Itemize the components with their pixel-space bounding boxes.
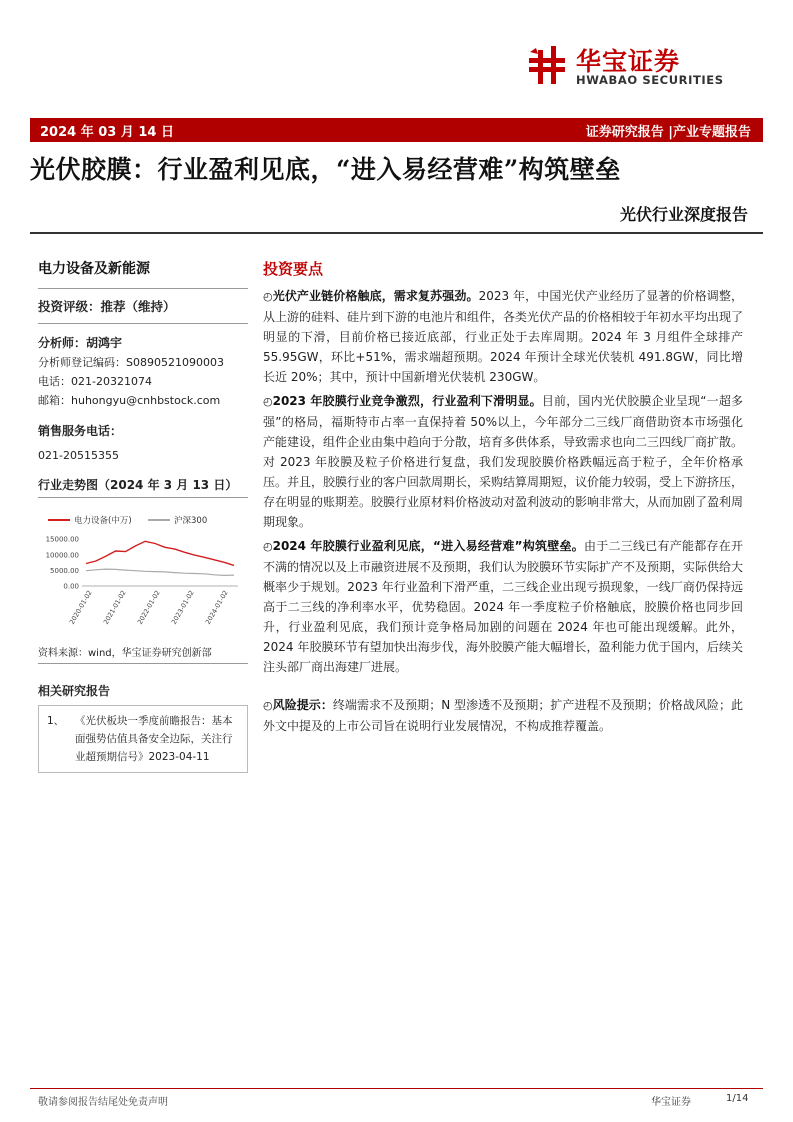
sales-label: 销售服务电话： — [38, 424, 123, 438]
trend-chart-label: 行业走势图（2024 年 3 月 13 日） — [38, 478, 238, 492]
chart-source: 资料来源：wind，华宝证券研究创新部 — [38, 648, 212, 659]
risk-warning-lead: 风险提示： — [272, 698, 333, 712]
x-tick-label: 2024-01-02 — [203, 589, 230, 626]
risk-warning-paragraph — [263, 695, 743, 736]
sidebar — [38, 258, 248, 773]
divider — [38, 323, 248, 324]
report-date: 2024 年 03 月 14 日 — [40, 125, 174, 140]
main-content — [263, 258, 743, 736]
report-type: 证券研究报告 |产业专题报告 — [585, 125, 751, 140]
divider — [38, 288, 248, 289]
footer-firm: 华宝证券 — [651, 1097, 691, 1108]
bullet-clock-icon: ◴ — [263, 540, 273, 553]
related-report-item[interactable] — [38, 705, 248, 773]
series-line-power-equipment — [86, 541, 234, 565]
company-logo — [526, 44, 752, 88]
key-point-lead: 光伏产业链价格触底，需求复苏强劲。 — [272, 289, 479, 303]
key-point-body: 2023 年，中国光伏产业经历了显著的价格调整，从上游的硅料、硅片到下游的电池片和组件，各类光伏产品的价格相较于年初水平均出现了明显的下滑，目前价格已接近底部，行业正处于去库周期。2024 年 3 月组件全球排产 55.95GW，环比+51%，需求端超预期。2024 年预计全球光伏装机 491.8GW，同比增长近 20%；其中，预计中国新增光伏装机 230GW。 — [263, 289, 744, 384]
key-point-lead: 2023 年胶膜行业竞争激烈，行业盈利下滑明显。 — [272, 394, 542, 408]
sector-name: 电力设备及新能源 — [38, 261, 150, 277]
x-tick-label: 2021-01-02 — [101, 589, 128, 626]
bullet-clock-icon: ◴ — [263, 699, 273, 712]
header-bar — [30, 118, 763, 142]
footer-disclaimer: 敬请参阅报告结尾处免责声明 — [38, 1097, 168, 1108]
x-tick-label: 2020-01-02 — [67, 589, 94, 626]
series-line-csi300 — [86, 569, 234, 575]
footer-divider — [30, 1088, 763, 1089]
sales-phone: 021-20515355 — [38, 449, 119, 462]
legend-label-power-equipment: 电力设备(中万) — [74, 516, 132, 526]
industry-trend-chart — [38, 506, 248, 626]
title-divider — [30, 232, 763, 234]
risk-warning-body: 终端需求不及预期；N 型渗透不及预期；扩产进程不及预期；价格战风险；此外文中提及的上市公司旨在说明行业发展情况，不构成推荐覆盖。 — [263, 698, 743, 733]
page-number: 1/14 — [726, 1093, 749, 1104]
y-tick-label: 15000.00 — [45, 535, 79, 544]
report-title: 光伏胶膜：行业盈利见底，“进入易经营难”构筑壁垒 — [30, 155, 621, 184]
analyst-name: 分析师：胡鸿宇 — [38, 336, 123, 350]
section-title: 投资要点 — [263, 260, 324, 278]
divider — [38, 497, 248, 498]
divider — [38, 663, 248, 664]
x-tick-label: 2022-01-02 — [135, 589, 162, 626]
related-reports-label: 相关研究报告 — [38, 684, 111, 698]
analyst-email[interactable]: 邮箱：huhongyu@cnhbstock.com — [38, 394, 221, 407]
trend-chart-svg — [38, 506, 248, 626]
hwabao-logo-icon — [526, 44, 568, 86]
y-tick-label: 0.00 — [63, 582, 79, 591]
key-point-body: 由于二三线已有产能都存在开不满的情况以及上市融资进展不及预期，我们认为胶膜环节实际扩产不及预期，实际供给大概率少于规划。2023 年行业盈利下滑严重，二三线企业出现亏损现象，一线厂商仍保持远高于二三线的净利率水平，优势稳固。2024 年一季度粒子价格触底，胶膜价格也同步回升，行业盈利见底，我们预计竞争格局加剧的问题在 2024 年也可能出现缓解。此外，2024 年胶膜环节有望加快出海步伐，海外胶膜产能大幅增长，盈利能力优于国内，后续关注头部厂商出海建厂进展。 — [263, 539, 744, 674]
related-report-number: 1、 — [47, 715, 65, 727]
analyst-registration: 分析师登记编码：S0890521090003 — [38, 356, 224, 369]
key-point-paragraph — [263, 391, 743, 532]
logo-chinese-name: 华宝证券 — [576, 47, 681, 76]
logo-english-name: HWABAO SECURITIES — [576, 73, 724, 87]
analyst-phone: 电话：021-20321074 — [38, 375, 152, 388]
legend-label-csi300: 沪深300 — [174, 516, 208, 526]
y-tick-label: 5000.00 — [50, 566, 79, 575]
key-point-lead: 2024 年胶膜行业盈利见底，“进入易经营难”构筑壁垒。 — [272, 539, 584, 553]
key-point-paragraph — [263, 536, 743, 677]
investment-rating: 投资评级：推荐（维持） — [38, 299, 176, 314]
y-tick-label: 10000.00 — [45, 551, 79, 560]
report-subtitle: 光伏行业深度报告 — [619, 205, 748, 224]
bullet-clock-icon: ◴ — [263, 395, 273, 408]
key-point-paragraph — [263, 286, 743, 387]
x-tick-label: 2023-01-02 — [169, 589, 196, 626]
related-report-title: 《光伏板块一季度前瞻报告：基本面强势估值具备安全边际，关注行业超预期信号》2023-04-11 — [75, 715, 233, 763]
bullet-clock-icon: ◴ — [263, 290, 273, 303]
key-point-body: 目前，国内光伏胶膜企业呈现“一超多强”的格局，福斯特市占率一直保持着 50%以上，今年部分二三线厂商借助资本市场强化产能建设，组件企业由集中趋向于分散，培育多供体系，导致需求也向二三四线厂商扩散。对 2023 年胶膜及粒子价格进行复盘，我们发现胶膜价格跌幅远高于粒子，全年价格承压。并且，胶膜行业的客户回款周期长，采购结算周期短，议价能力较弱，受上下游挤压，存在明显的账期差。胶膜行业原材料价格波动对盈利波动的影响非常大，从而加剧了盈利周期现象。 — [263, 394, 744, 529]
